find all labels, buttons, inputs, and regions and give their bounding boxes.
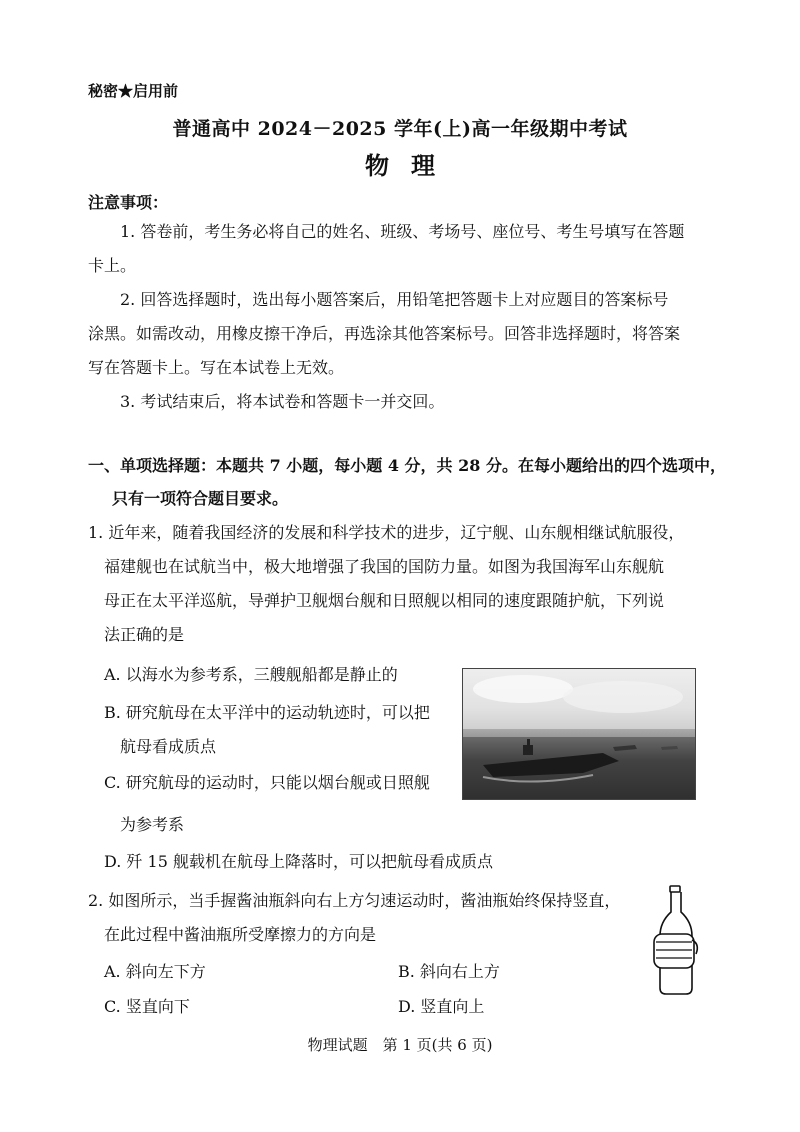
confidential-label: 秘密★启用前	[88, 82, 179, 100]
section-1-heading-line-2: 只有一项符合题目要求。	[112, 489, 289, 508]
q1-stem-line-1: 1. 近年来，随着我国经济的发展和科学技术的进步，辽宁舰、山东舰相继试航服役，	[88, 523, 685, 542]
carrier-illustration	[463, 669, 695, 799]
exam-title: 普通高中 2024－2025 学年(上)高一年级期中考试	[172, 118, 628, 140]
soy-sauce-bottle-icon	[648, 884, 704, 998]
q1-stem-line-2: 福建舰也在试航当中，极大地增强了我国的国防力量。如图为我国海军山东舰航	[104, 557, 665, 576]
q1-option-d: D. 歼 15 舰载机在航母上降落时，可以把航母看成质点	[104, 852, 493, 871]
notice-item-2-line-3: 写在答题卡上。写在本试卷上无效。	[88, 358, 345, 377]
notice-item-1-line-2: 卡上。	[88, 256, 137, 275]
q2-option-c: C. 竖直向下	[104, 997, 190, 1016]
q1-option-b-line-2: 航母看成质点	[120, 737, 217, 756]
q1-option-c-line-1: C. 研究航母的运动时，只能以烟台舰或日照舰	[104, 773, 430, 792]
q1-option-c-line-2: 为参考系	[120, 815, 185, 834]
notice-item-2-line-1: 2. 回答选择题时，选出每小题答案后，用铅笔把答题卡上对应题目的答案标号	[120, 290, 669, 309]
section-1-heading-line-1: 一、单项选择题：本题共 7 小题，每小题 4 分，共 28 分。在每小题给出的四个选项中，	[88, 456, 726, 475]
q2-option-d: D. 竖直向上	[398, 997, 485, 1016]
notice-item-3: 3. 考试结束后，将本试卷和答题卡一并交回。	[120, 392, 445, 411]
q2-option-b: B. 斜向右上方	[398, 962, 500, 981]
hand-holding-bottle-figure	[648, 884, 704, 998]
notice-item-1-line-1: 1. 答卷前，考生务必将自己的姓名、班级、考场号、座位号、考生号填写在答题	[120, 222, 685, 241]
page-footer: 物理试题 第 1 页(共 6 页)	[307, 1036, 493, 1054]
subject-title: 物理	[365, 151, 457, 180]
q1-stem-line-4: 法正确的是	[104, 625, 185, 644]
aircraft-carrier-photo	[462, 668, 696, 800]
notice-item-2-line-2: 涂黑。如需改动，用橡皮擦干净后，再选涂其他答案标号。回答非选择题时，将答案	[88, 324, 681, 343]
notice-heading: 注意事项：	[88, 193, 169, 212]
q2-option-a: A. 斜向左下方	[104, 962, 206, 981]
q1-option-a: A. 以海水为参考系，三艘舰船都是静止的	[104, 665, 398, 684]
q1-stem-line-3: 母正在太平洋巡航，导弹护卫舰烟台舰和日照舰以相同的速度跟随护航，下列说	[104, 591, 665, 610]
q2-stem-line-1: 2. 如图所示，当手握酱油瓶斜向右上方匀速运动时，酱油瓶始终保持竖直，	[88, 891, 621, 910]
q1-option-b-line-1: B. 研究航母在太平洋中的运动轨迹时，可以把	[104, 703, 430, 722]
q2-stem-line-2: 在此过程中酱油瓶所受摩擦力的方向是	[104, 925, 377, 944]
